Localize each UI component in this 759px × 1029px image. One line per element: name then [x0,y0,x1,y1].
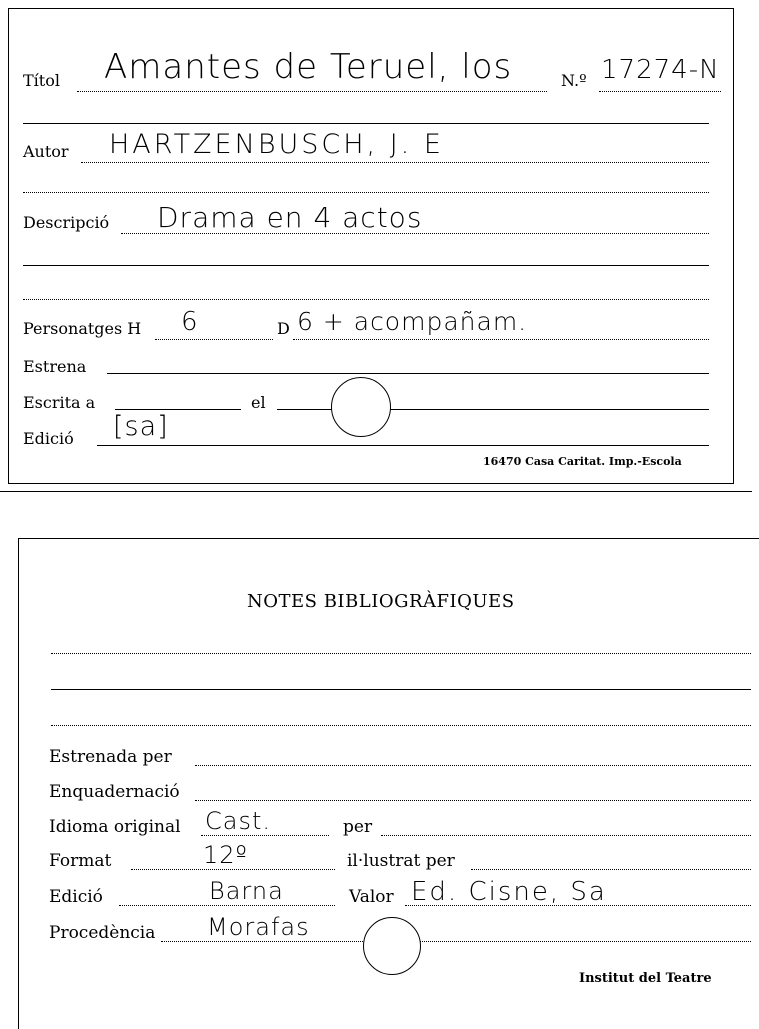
rule [51,689,751,690]
rule [23,299,709,300]
notes-heading: NOTES BIBLIOGRÀFIQUES [247,591,515,612]
idioma-label: Idioma original [49,817,181,837]
num-line [599,91,721,92]
titol-label: Títol [23,71,60,90]
valor-value: Ed. Cisne, Sa [411,877,607,907]
punch-hole [331,377,391,437]
el-label: el [251,393,266,412]
personatges-d-line [293,339,709,340]
autor-label: Autor [23,142,69,161]
personatges-d-value: 6 + acompañam. [297,307,528,336]
rule [51,725,751,726]
estrena-line [107,373,709,374]
rule [51,653,751,654]
titol-value: Amantes de Teruel, los [104,47,513,87]
estrenada-line [195,765,751,766]
catalog-card-front [8,8,734,484]
personatges-h-value: 6 [181,307,199,337]
descripcio-value: Drama en 4 actos [157,201,423,234]
personatges-h-line [155,339,273,340]
idioma-line [201,835,329,836]
procedencia-value: Morafas [207,913,310,941]
enquadernacio-line [195,800,751,801]
format-value: 12º [203,841,248,869]
personatges-label: Personatges H [23,319,142,338]
edicio-label: Edició [23,429,74,448]
titol-line [77,91,547,92]
idioma-value: Cast. [205,807,272,835]
edicio-back-line [119,905,335,906]
punch-hole [363,917,421,975]
autor-value: HARTZENBUSCH, J. E [109,129,444,160]
catalog-card-back [18,538,759,1029]
rule [23,265,709,266]
procedencia-line [161,941,751,942]
per-line [381,835,751,836]
estrena-label: Estrena [23,357,87,376]
valor-label: Valor [349,887,394,907]
rule [23,192,709,193]
autor-line [81,162,709,163]
num-label: N.º [561,71,587,90]
personatges-d-label: D [277,319,290,338]
edicio-back-value: Barna [209,877,284,905]
format-line [131,869,335,870]
rule [23,123,709,124]
card-edge [0,491,752,492]
per-label: per [343,817,373,837]
format-label: Format [49,851,112,871]
edicio-back-label: Edició [49,887,103,907]
printer-imprint: 16470 Casa Caritat. Imp.-Escola [483,455,682,468]
illustrat-line [471,869,751,870]
escrita-label: Escrita a [23,393,96,412]
escrita-line [115,409,241,410]
institution-name: Institut del Teatre [579,971,712,986]
enquadernacio-label: Enquadernació [49,782,180,802]
edicio-line [97,445,709,446]
illustrat-label: il·lustrat per [347,851,455,871]
edicio-value: [sa] [113,411,169,442]
num-value: 17274-N [601,55,720,85]
procedencia-label: Procedència [49,923,156,943]
descripcio-label: Descripció [23,213,110,232]
estrenada-label: Estrenada per [49,747,172,767]
